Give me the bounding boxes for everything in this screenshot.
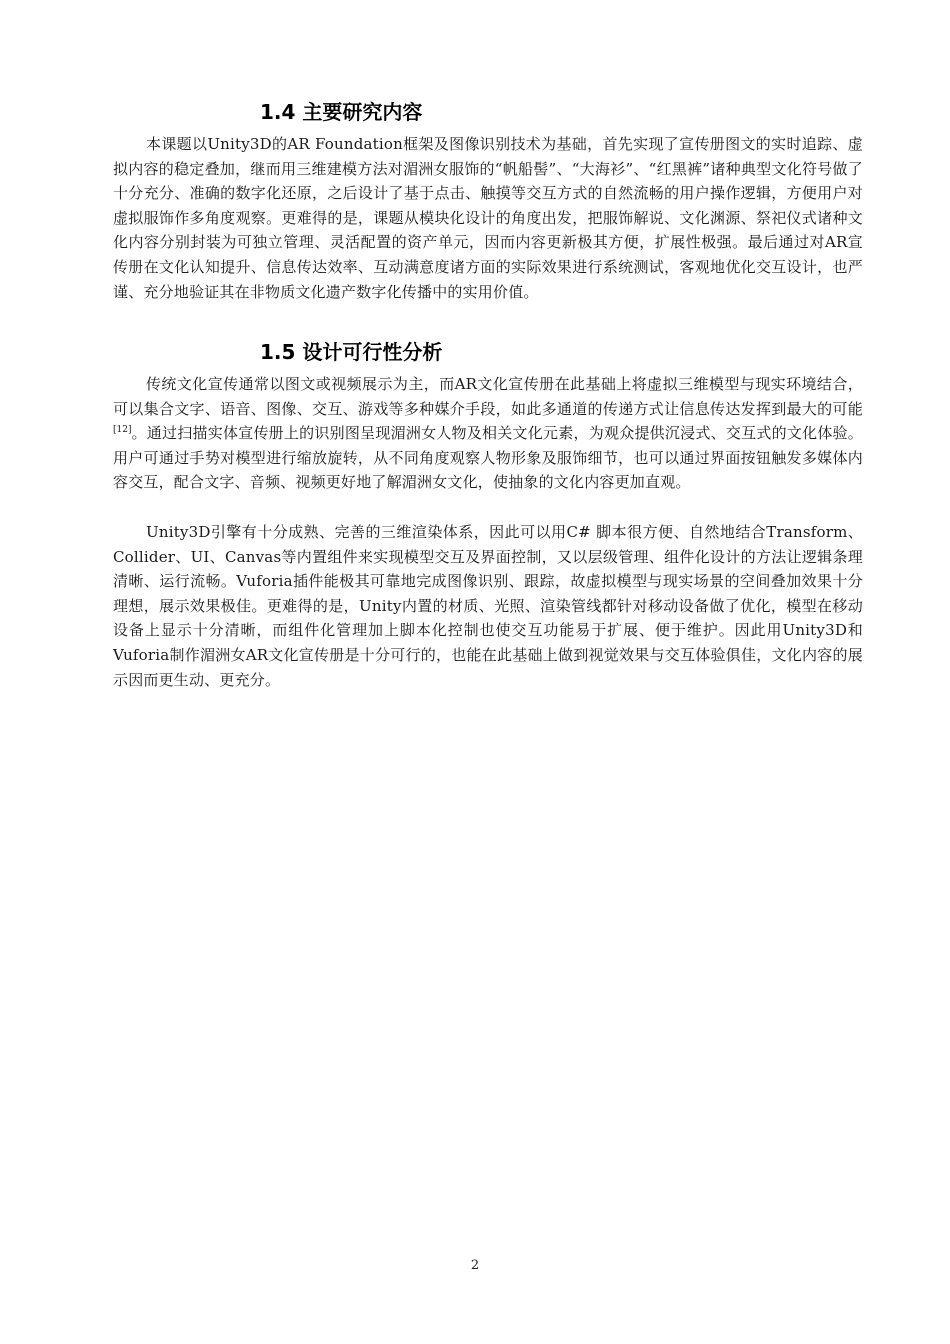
paragraph-feasibility-intro xyxy=(113,372,863,495)
paragraph-feasibility-intro-part2: 。通过扫描实体宣传册上的识别图呈现湄洲女人物及相关文化元素，为观众提供沉浸式、交互式的文化体验。用户可通过手势对模型进行缩放旋转，从不同角度观察人物形象及服饰细节，也可以通过界面按钮触发多媒体内容交互，配合文字、音频、视频更好地了解湄洲女文化，使抽象的文化内容更加直观。 xyxy=(113,424,863,492)
paragraph-feasibility-intro-part1: 传统文化宣传通常以图文或视频展示为主，而AR文化宣传册在此基础上将虚拟三维模型与现实环境结合，可以集合文字、语音、图像、交互、游戏等多种媒介手段，如此多通道的传递方式让信息传达发挥到最大的可能 xyxy=(113,375,863,418)
paragraph-feasibility-unity: Unity3D引擎有十分成熟、完善的三维渲染体系，因此可以用C# 脚本很方便、自然地结合Transform、Collider、UI、Canvas等内置组件来实现模型交互及界面控制，又以层级管理、组件化设计的方法让逻辑条理清晰、运行流畅。Vuforia插件能极其可靠地完成图像识别、跟踪，故虚拟模型与现实场景的空间叠加效果十分理想，展示效果极佳。更难得的是，Unity内置的材质、光照、渲染管线都针对移动设备做了优化，模型在移动设备上显示十分清晰，而组件化管理加上脚本化控制也使交互功能易于扩展、便于维护。因此用Unity3D和Vuforia制作湄洲女AR文化宣传册是十分可行的，也能在此基础上做到视觉效果与交互体验俱佳，文化内容的展示因而更生动、更充分。 xyxy=(113,523,863,689)
section-heading-1-4: 1.4 主要研究内容 xyxy=(260,100,423,124)
section-heading-1-5: 1.5 设计可行性分析 xyxy=(260,340,443,364)
citation-reference: [12] xyxy=(113,425,132,436)
paragraph-research-content: 本课题以Unity3D的AR Foundation框架及图像识别技术为基础，首先实现了宣传册图文的实时追踪、虚拟内容的稳定叠加，继而用三维建模方法对湄洲女服饰的“帆船髻”、“大海衫”、“红黑裤”诸种典型文化符号做了十分充分、准确的数字化还原，之后设计了基于点击、触摸等交互方式的自然流畅的用户操作逻辑，方便用户对虚拟服饰作多角度观察。更难得的是，课题从模块化设计的角度出发，把服饰解说、文化渊源、祭祀仪式诸种文化内容分别封装为可独立管理、灵活配置的资产单元，因而内容更新极其方便，扩展性极强。最后通过对AR宣传册在文化认知提升、信息传达效率、互动满意度诸方面的实际效果进行系统测试，客观地优化交互设计，也严谨、充分地验证其在非物质文化遗产数字化传播中的实用价值。 xyxy=(113,135,863,301)
page-number: 2 xyxy=(470,1258,480,1273)
